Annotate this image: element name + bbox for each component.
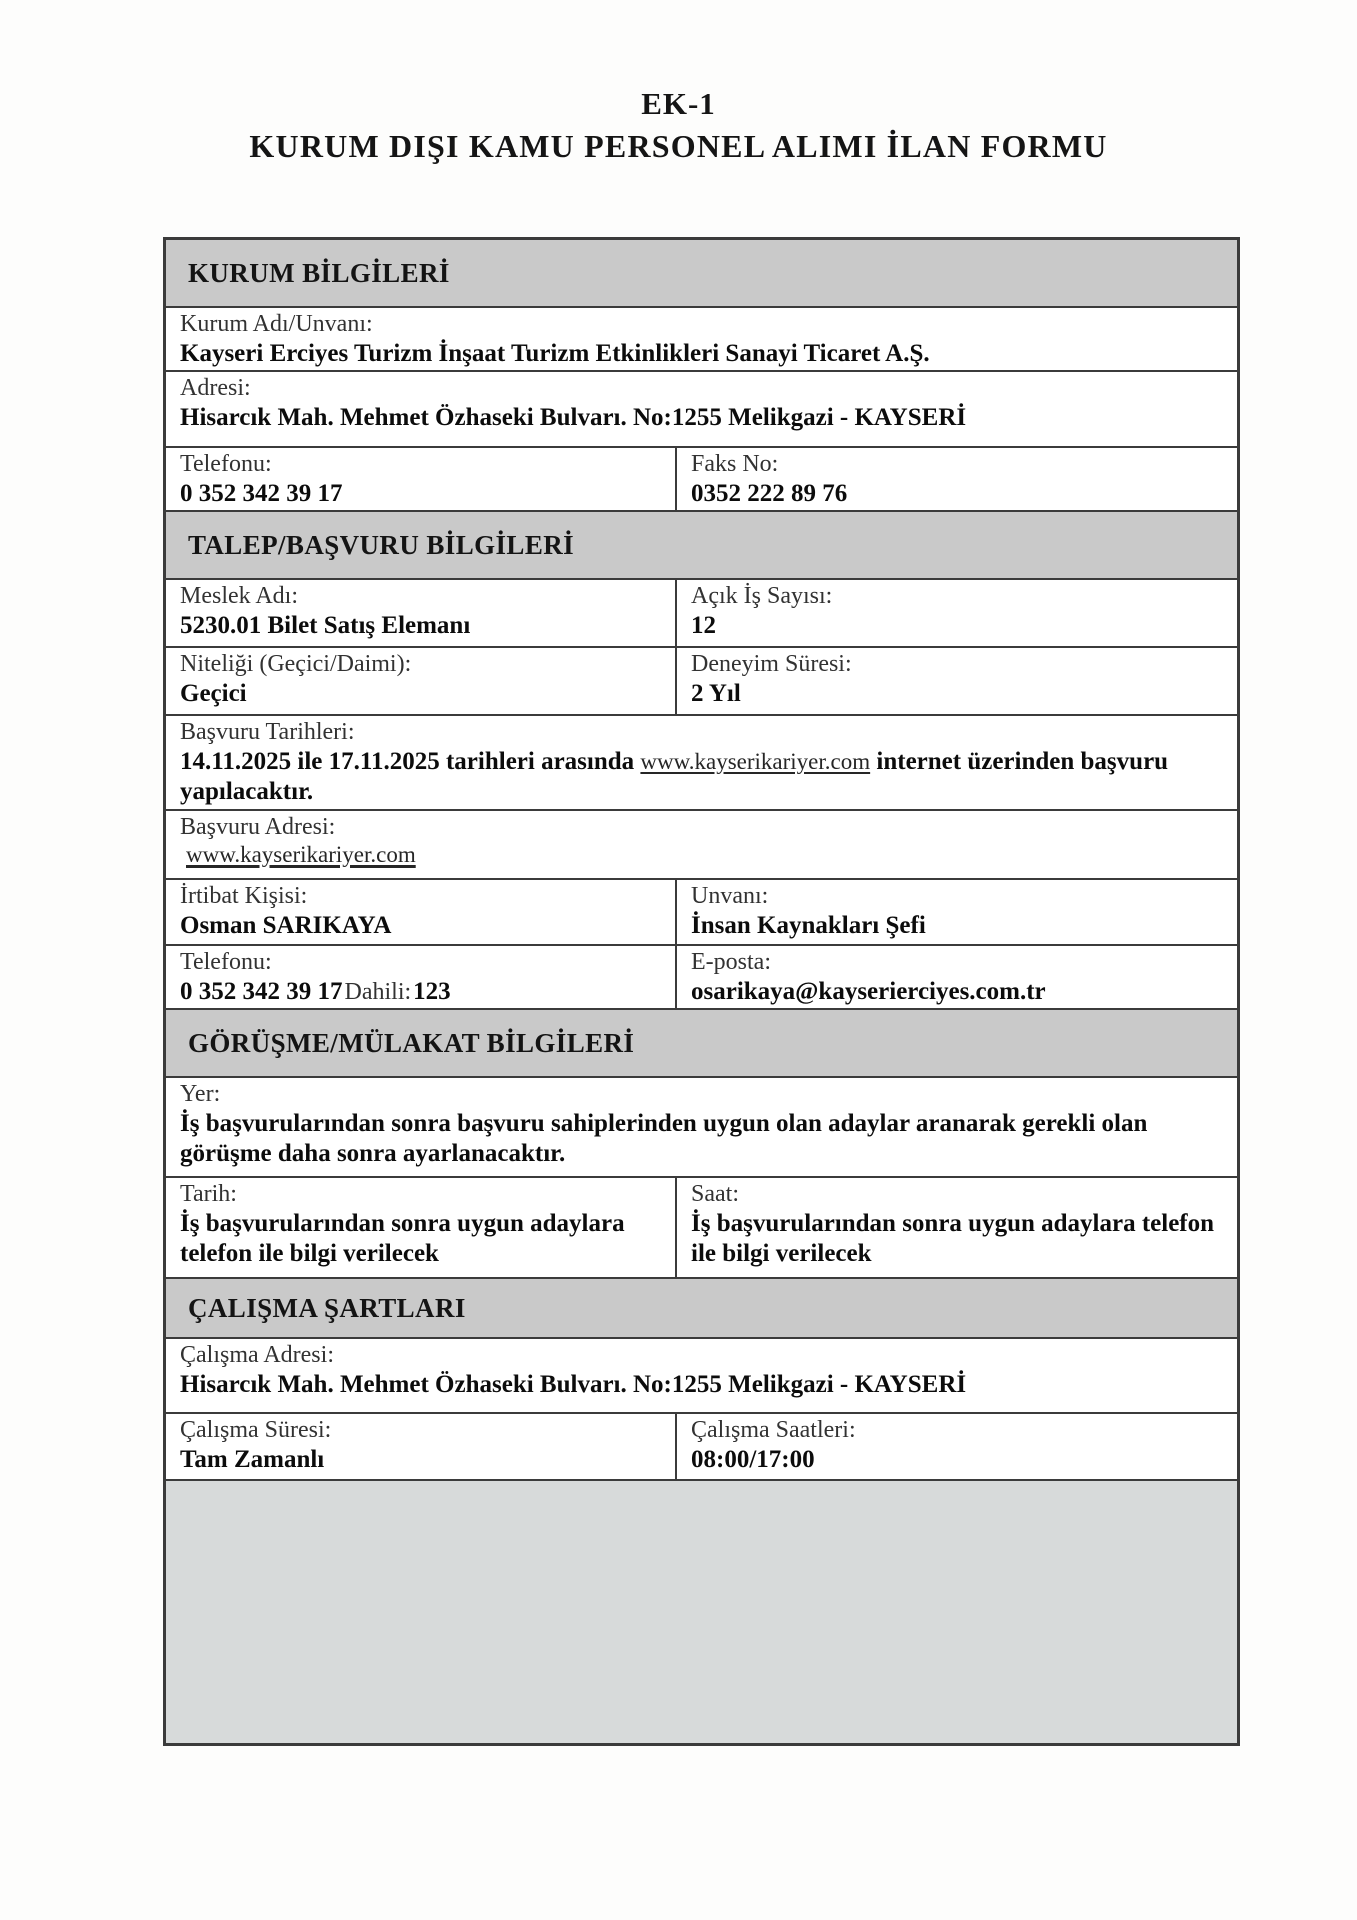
row-irtibat-unvan	[166, 880, 1237, 946]
field-deneyim-suresi	[677, 648, 1237, 714]
field-label: Deneyim Süresi:	[691, 651, 852, 677]
field-unvan	[677, 880, 1237, 944]
field-calisma-saatleri	[677, 1414, 1237, 1479]
field-label: Telefonu:	[180, 949, 272, 975]
field-label: Telefonu:	[180, 451, 272, 477]
section-header-gorusme-mulakat	[166, 1010, 1237, 1078]
field-label: Başvuru Tarihleri:	[180, 719, 355, 745]
field-value: İş başvurularından sonra uygun adaylara telefon ile bilgi verilecek	[180, 1210, 625, 1267]
field-kurum-adi	[166, 308, 1237, 372]
field-label: E-posta:	[691, 949, 771, 975]
field-acik-is-sayisi	[677, 580, 1237, 646]
empty-notes-area	[166, 1481, 1237, 1743]
section-header-calisma-sartlari	[166, 1279, 1237, 1339]
field-cell	[166, 372, 1237, 446]
field-value: 0352 222 89 76	[691, 480, 848, 507]
field-label: Tarih:	[180, 1181, 237, 1207]
field-cell	[166, 1078, 1237, 1176]
section-header-label: TALEP/BAŞVURU BİLGİLERİ	[188, 529, 575, 560]
field-value: İnsan Kaynakları Şefi	[691, 912, 926, 939]
field-calisma-suresi	[166, 1414, 677, 1479]
field-value: 2 Yıl	[691, 680, 741, 707]
field-faks	[677, 448, 1237, 510]
section-header-label: KURUM BİLGİLERİ	[188, 257, 450, 288]
field-value: İş başvurularından sonra uygun adaylara telefon ile bilgi verilecek	[691, 1210, 1215, 1267]
field-value: 12	[691, 612, 716, 639]
section-header-kurum-bilgileri	[166, 240, 1237, 308]
field-value: Hisarcık Mah. Mehmet Özhaseki Bulvarı. No:1255 Melikgazi - KAYSERİ	[180, 1371, 967, 1398]
basvuru-adresi-link[interactable]: www.kayserikariyer.com	[186, 842, 416, 867]
field-basvuru-tarihleri	[166, 716, 1237, 811]
field-label: Kurum Adı/Unvanı:	[180, 311, 373, 337]
field-value: İş başvurularından sonra başvuru sahiplerinden uygun olan adaylar aranarak gerekli olan görüşme daha sonra ayarlanacaktır.	[180, 1110, 1148, 1167]
field-value-part: 0 352 342 39 17	[180, 978, 343, 1005]
row-nitelik-deneyim	[166, 648, 1237, 716]
field-meslek-adi	[166, 580, 677, 646]
field-cell	[166, 1339, 1237, 1412]
field-saat	[677, 1178, 1237, 1277]
field-label: Çalışma Süresi:	[180, 1417, 332, 1443]
field-label: Faks No:	[691, 451, 779, 477]
field-nitelik	[166, 648, 677, 714]
field-label: Çalışma Saatleri:	[691, 1417, 856, 1443]
field-value: 5230.01 Bilet Satış Elemanı	[180, 612, 471, 639]
field-value	[180, 977, 659, 1007]
section-header-label: ÇALIŞMA ŞARTLARI	[188, 1292, 466, 1323]
field-label: Başvuru Adresi:	[180, 814, 336, 840]
field-label: İrtibat Kişisi:	[180, 883, 308, 909]
section-header-talep-basvuru	[166, 512, 1237, 580]
field-label: Çalışma Adresi:	[180, 1342, 334, 1368]
row-tarih-saat	[166, 1178, 1237, 1279]
field-value: Geçici	[180, 680, 247, 707]
field-value: Hisarcık Mah. Mehmet Özhaseki Bulvarı. No:1255 Melikgazi - KAYSERİ	[180, 404, 967, 431]
field-value: Tam Zamanlı	[180, 1446, 325, 1473]
field-label: Adresi:	[180, 375, 251, 401]
field-basvuru-adresi	[166, 811, 1237, 880]
field-yer	[166, 1078, 1237, 1178]
basvuru-link-inline[interactable]: www.kayserikariyer.com	[640, 749, 871, 774]
field-label: Yer:	[180, 1081, 221, 1107]
field-label: Unvanı:	[691, 883, 769, 909]
row-telefon2-eposta	[166, 946, 1237, 1010]
field-label: Açık İş Sayısı:	[691, 583, 833, 609]
row-meslek-acikis	[166, 580, 1237, 648]
field-value: 0 352 342 39 17	[180, 480, 343, 507]
field-value: 08:00/17:00	[691, 1446, 815, 1473]
field-value: osarikaya@kayserierciyes.com.tr	[691, 978, 1046, 1005]
section-header-label: GÖRÜŞME/MÜLAKAT BİLGİLERİ	[188, 1027, 635, 1058]
field-cell	[166, 308, 1237, 370]
field-value-part: 123	[413, 978, 451, 1005]
field-telefon-dahili	[166, 946, 677, 1008]
field-label: Niteliği (Geçici/Daimi):	[180, 651, 412, 677]
field-cell	[166, 811, 1237, 878]
document-title-block	[0, 84, 1357, 168]
field-tarih	[166, 1178, 677, 1277]
field-calisma-adresi	[166, 1339, 1237, 1414]
field-label: Meslek Adı:	[180, 583, 298, 609]
ilan-form-table	[163, 237, 1240, 1746]
field-eposta	[677, 946, 1237, 1008]
field-telefon	[166, 448, 677, 510]
field-value: Osman SARIKAYA	[180, 912, 392, 939]
attachment-code: EK-1	[641, 86, 716, 121]
field-value	[180, 747, 1221, 807]
field-adres	[166, 372, 1237, 448]
field-irtibat-kisisi	[166, 880, 677, 944]
field-value-part: 14.11.2025 ile 17.11.2025 tarihleri arasında	[180, 748, 641, 775]
row-sure-saatler	[166, 1414, 1237, 1481]
field-value: Kayseri Erciyes Turizm İnşaat Turizm Etkinlikleri Sanayi Ticaret A.Ş.	[180, 340, 930, 367]
field-label: Saat:	[691, 1181, 739, 1207]
document-title: KURUM DIŞI KAMU PERSONEL ALIMI İLAN FORMU	[249, 128, 1108, 164]
field-value-part: internet üzerinden başvuru yapılacaktır.	[180, 748, 1169, 805]
row-telefon-faks	[166, 448, 1237, 512]
field-cell	[166, 716, 1237, 809]
dahili-label: Dahili:	[344, 979, 412, 1005]
